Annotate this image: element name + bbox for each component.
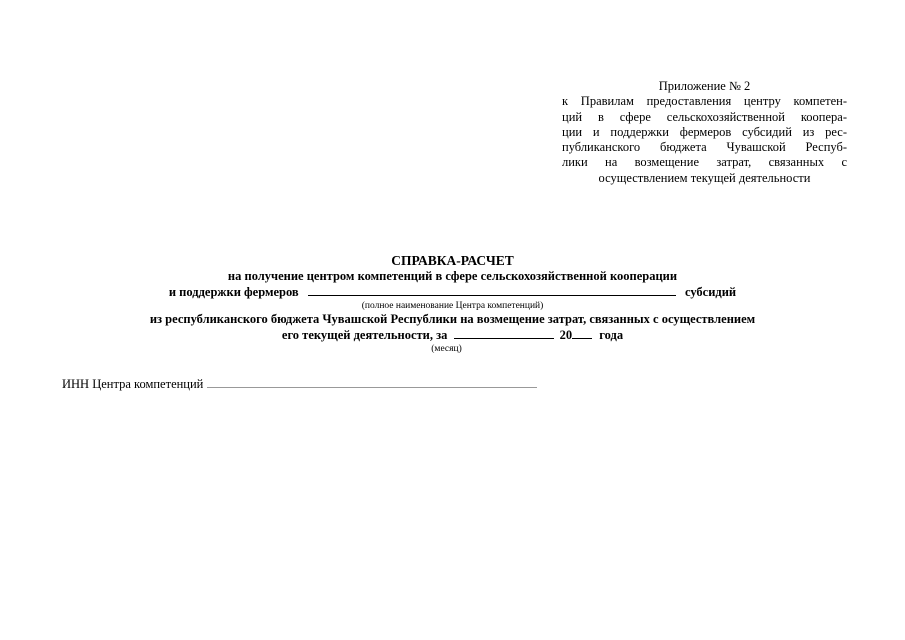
inn-blank [207, 375, 537, 388]
appendix-line: лики на возмещение затрат, связанных с [562, 155, 847, 170]
center-name-hint: (полное наименование Центра компетенций) [361, 300, 544, 311]
heading-line-4-prefix: его текущей деятельности, за [281, 328, 448, 342]
appendix-line: ций в сфере сельскохозяйственной коопера- [562, 109, 847, 124]
heading-line-2 [0, 284, 905, 301]
appendix-block [562, 79, 847, 186]
appendix-title: Приложение № 2 [658, 79, 751, 93]
document-title: СПРАВКА-РАСЧЕТ [391, 253, 514, 268]
heading-line-4-suffix: года [599, 328, 624, 342]
appendix-line: ции и поддержки фермеров субсидий из рес- [562, 124, 847, 139]
month-hint: (месяц) [431, 343, 462, 354]
heading-line-1: на получение центром компетенций в сфере сельскохозяйственной кооперации [227, 268, 678, 283]
heading-line-3: из республиканского бюджета Чувашской Республики на возмещение затрат, связанных с осуществлением [149, 311, 756, 326]
heading-line-2-suffix: субсидий [684, 285, 737, 299]
inn-label: ИНН Центра компетенций [62, 377, 204, 391]
appendix-line: осуществлением текущей деятельности [598, 170, 811, 185]
appendix-line: публиканского бюджета Чувашской Респуб- [562, 140, 847, 155]
center-name-blank [308, 284, 676, 296]
document-heading [0, 253, 905, 355]
month-blank [454, 327, 554, 339]
year-prefix: 20 [559, 328, 573, 342]
heading-line-4 [0, 327, 905, 344]
heading-line-2-prefix: и поддержки фермеров [168, 285, 299, 299]
inn-line [62, 375, 537, 392]
year-blank [572, 327, 592, 339]
appendix-line: к Правилам предоставления центру компетен- [562, 94, 847, 109]
